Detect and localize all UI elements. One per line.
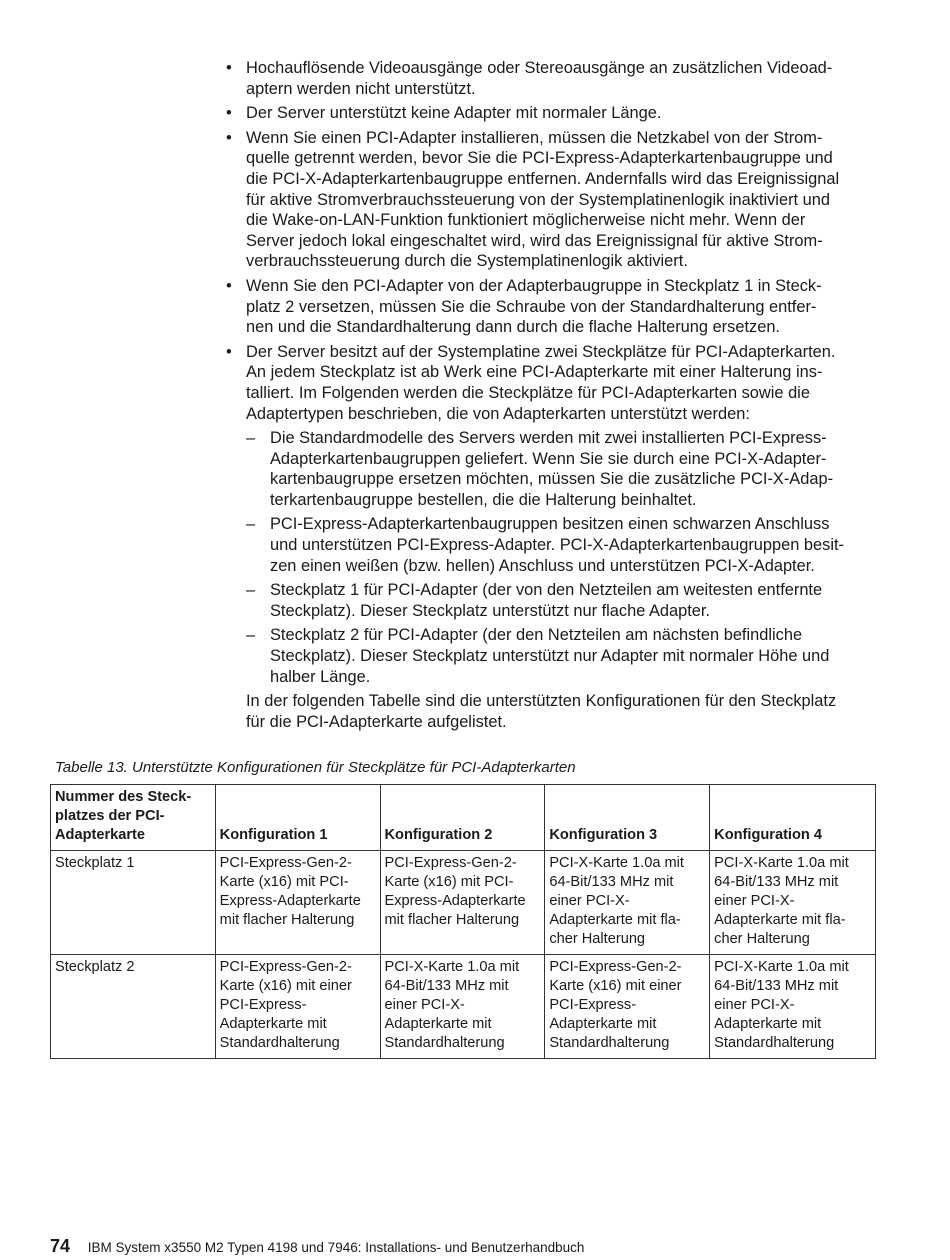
text-line: platz 2 versetzen, müssen Sie die Schraube von der Standardhalterung entfer- xyxy=(246,297,817,316)
bullet-item xyxy=(226,276,878,338)
text-line: für aktive Stromverbrauchssteuerung von der Systemplatinenlogik inaktiviert und xyxy=(246,190,830,209)
header-configuration-2 xyxy=(380,785,545,851)
text-line: Standardhalterung xyxy=(714,1035,835,1052)
text-line: quelle getrennt werden, bevor Sie die PCI-Express-Adapterkartenbaugruppe und xyxy=(246,149,833,168)
dash-list xyxy=(246,428,878,687)
text-line: Steckplatz). Dieser Steckplatz unterstützt nur Adapter mit normaler Höhe und xyxy=(270,647,830,666)
bullet-item xyxy=(226,128,878,272)
text-line: Adapterkarte mit xyxy=(219,1016,327,1033)
header-configuration-1 xyxy=(215,785,380,851)
text-line: Der Server unterstützt keine Adapter mit normaler Länge. xyxy=(246,104,662,123)
text-line: einer PCI-X- xyxy=(714,997,795,1014)
text-line: einer PCI-X- xyxy=(714,893,795,910)
text-line: PCI-Express-Gen-2- xyxy=(384,854,517,871)
text-line: Steckplatz 1 xyxy=(55,854,135,871)
table-cell xyxy=(545,954,710,1058)
text-line: cher Halterung xyxy=(714,931,810,948)
text-line: Steckplatz). Dieser Steckplatz unterstützt nur flache Adapter. xyxy=(270,601,711,620)
configuration-table xyxy=(50,784,876,1059)
text-line: PCI-X-Karte 1.0a mit xyxy=(714,958,849,975)
text-line: mit flacher Halterung xyxy=(219,912,355,929)
bullet-text xyxy=(246,276,878,338)
text-line: Adapterkartenbaugruppen geliefert. Wenn Sie sie durch eine PCI-X-Adapter- xyxy=(270,449,827,468)
text-line: für die PCI-Adapterkarte aufgelistet. xyxy=(246,712,507,731)
table-row xyxy=(51,850,876,954)
dash-text xyxy=(270,625,878,687)
dash-text xyxy=(270,428,878,510)
text-line: zen einen weißen (bzw. hellen) Anschluss und unterstützen PCI-X-Adapter. xyxy=(270,556,815,575)
text-line: Steckplatz 2 für PCI-Adapter (der den Netzteilen am nächsten befindliche xyxy=(270,626,803,645)
bullet-marker: • xyxy=(226,342,232,361)
text-line: Wenn Sie einen PCI-Adapter installieren, müssen die Netzkabel von der Strom- xyxy=(246,128,823,147)
dash-marker: – xyxy=(246,515,256,534)
table-row xyxy=(51,954,876,1058)
bullet-text xyxy=(246,128,878,272)
text-line: Konfiguration 2 xyxy=(384,827,493,844)
dash-marker: – xyxy=(246,626,256,645)
text-line: 64-Bit/133 MHz mit xyxy=(714,873,839,890)
dash-item xyxy=(246,428,878,510)
text-line: mit flacher Halterung xyxy=(384,912,520,929)
text-line: 64-Bit/133 MHz mit xyxy=(384,977,509,994)
text-line: PCI-Express-Gen-2- xyxy=(219,958,352,975)
text-line: Standardhalterung xyxy=(384,1035,505,1052)
bullet-text xyxy=(246,103,878,124)
page-number: 74 xyxy=(50,1236,71,1256)
text-line: Nummer des Steck- xyxy=(55,789,192,805)
header-slot-number xyxy=(51,785,216,851)
text-line: terkartenbaugruppe bestellen, die die Halterung beinhaltet. xyxy=(270,490,697,509)
table-header-row xyxy=(51,785,876,851)
text-line: Adapterkarte mit fla- xyxy=(714,912,846,929)
text-line: Adapterkarte mit xyxy=(384,1016,492,1033)
bullet-item xyxy=(226,103,878,124)
header-configuration-3 xyxy=(545,785,710,851)
bullet-marker: • xyxy=(226,128,232,147)
table-cell xyxy=(380,954,545,1058)
text-line: Adaptertypen beschrieben, die von Adapterkarten unterstützt werden: xyxy=(246,404,750,423)
table-cell-slot xyxy=(51,850,216,954)
page-footer xyxy=(50,1236,584,1258)
text-line: Wenn Sie den PCI-Adapter von der Adapterbaugruppe in Steckplatz 1 in Steck- xyxy=(246,276,822,295)
bullet-item xyxy=(226,58,878,99)
table-cell xyxy=(380,850,545,954)
text-line: Express-Adapterkarte xyxy=(219,893,361,910)
text-line: kartenbaugruppe ersetzen möchten, müssen Sie die zusätzliche PCI-X-Adap- xyxy=(270,470,834,489)
table-cell xyxy=(215,954,380,1058)
text-line: platzes der PCI- xyxy=(55,808,165,825)
dash-text xyxy=(270,580,878,621)
text-line: verbrauchssteuerung durch die Systemplatinenlogik aktiviert. xyxy=(246,252,688,271)
bullet-marker: • xyxy=(226,59,232,77)
text-line: PCI-Express- xyxy=(549,997,637,1014)
text-line: Konfiguration 3 xyxy=(549,827,658,844)
table-cell xyxy=(545,850,710,954)
text-line: cher Halterung xyxy=(549,931,646,948)
table-intro-text xyxy=(246,691,878,732)
bullet-text xyxy=(246,342,878,424)
text-line: Standardhalterung xyxy=(219,1035,340,1052)
dash-text xyxy=(270,514,878,576)
text-line: Der Server besitzt auf der Systemplatine zwei Steckplätze für PCI-Adapterkarten. xyxy=(246,342,836,361)
bullet-item xyxy=(226,342,878,688)
text-line: In der folgenden Tabelle sind die unterstützten Konfigurationen für den Steckplatz xyxy=(246,692,837,711)
text-line: PCI-X-Karte 1.0a mit xyxy=(714,854,849,871)
text-line: Adapterkarte mit fla- xyxy=(549,912,681,929)
text-line: Karte (x16) mit PCI- xyxy=(219,873,349,890)
footer-title: IBM System x3550 M2 Typen 4198 und 7946: Installations- und Benutzerhandbuch xyxy=(87,1240,585,1255)
text-line: Konfiguration 4 xyxy=(714,827,822,844)
header-configuration-4 xyxy=(710,785,876,851)
text-line: nen und die Standardhalterung dann durch die flache Halterung ersetzen. xyxy=(246,318,780,337)
text-line: die PCI-X-Adapterkartenbaugruppe entfernen. Andernfalls wird das Ereignissignal xyxy=(246,169,840,188)
text-line: PCI-Express-Gen-2- xyxy=(219,854,352,871)
table-cell xyxy=(215,850,380,954)
text-line: PCI-Express-Gen-2- xyxy=(549,958,682,975)
table-cell-slot xyxy=(51,954,216,1058)
text-line: und unterstützen PCI-Express-Adapter. PCI-X-Adapterkartenbaugruppen besit- xyxy=(270,536,844,555)
text-line: halber Länge. xyxy=(270,667,371,686)
body-text xyxy=(226,58,878,732)
bullet-marker: • xyxy=(226,276,232,295)
dash-item xyxy=(246,514,878,576)
bullet-marker: • xyxy=(226,104,232,123)
table-cell xyxy=(710,954,876,1058)
text-line: talliert. Im Folgenden werden die Steckplätze für PCI-Adapterkarten sowie die xyxy=(246,383,810,402)
text-line: 64-Bit/133 MHz mit xyxy=(714,977,839,994)
text-line: Standardhalterung xyxy=(549,1035,670,1052)
text-line: PCI-X-Karte 1.0a mit xyxy=(549,854,684,871)
text-line: Karte (x16) mit einer xyxy=(219,977,352,994)
text-line: Steckplatz 2 xyxy=(55,958,135,975)
table-cell xyxy=(710,850,876,954)
text-line: Adapterkarte mit xyxy=(549,1016,657,1033)
bullet-list xyxy=(226,58,878,687)
text-line: Adapterkarte xyxy=(55,827,146,844)
text-line: Die Standardmodelle des Servers werden mit zwei installierten PCI-Express- xyxy=(270,429,827,448)
dash-marker: – xyxy=(246,429,256,448)
dash-item xyxy=(246,580,878,621)
text-line: Hochauflösende Videoausgänge oder Stereoausgänge an zusätzlichen Videoad- xyxy=(246,59,833,77)
text-line: Konfiguration 1 xyxy=(219,827,328,844)
text-line: Steckplatz 1 für PCI-Adapter (der von den Netzteilen am weitesten entfernte xyxy=(270,581,823,600)
text-line: An jedem Steckplatz ist ab Werk eine PCI-Adapterkarte mit einer Halterung ins- xyxy=(246,363,823,382)
text-line: die Wake-on-LAN-Funktion funktioniert möglicherweise nicht mehr. Wenn der xyxy=(246,211,806,230)
text-line: 64-Bit/133 MHz mit xyxy=(549,873,674,890)
text-line: PCI-X-Karte 1.0a mit xyxy=(384,958,520,975)
text-line: Adapterkarte mit xyxy=(714,1016,822,1033)
text-line: PCI-Express-Adapterkartenbaugruppen besitzen einen schwarzen Anschluss xyxy=(270,515,830,534)
text-line: PCI-Express- xyxy=(219,997,307,1014)
dash-marker: – xyxy=(246,581,256,600)
text-line: einer PCI-X- xyxy=(549,893,630,910)
text-line: Karte (x16) mit PCI- xyxy=(384,873,514,890)
bullet-text xyxy=(246,58,878,99)
dash-item xyxy=(246,625,878,687)
text-line: einer PCI-X- xyxy=(384,997,465,1014)
text-line: Karte (x16) mit einer xyxy=(549,977,682,994)
text-line: Server jedoch lokal eingeschaltet wird, wird das Ereignissignal für aktive Strom- xyxy=(246,231,823,250)
table-caption: Tabelle 13. Unterstützte Konfigurationen für Steckplätze für PCI-Adapterkarten xyxy=(55,759,576,776)
text-line: aptern werden nicht unterstützt. xyxy=(246,79,476,98)
text-line: Express-Adapterkarte xyxy=(384,893,526,910)
